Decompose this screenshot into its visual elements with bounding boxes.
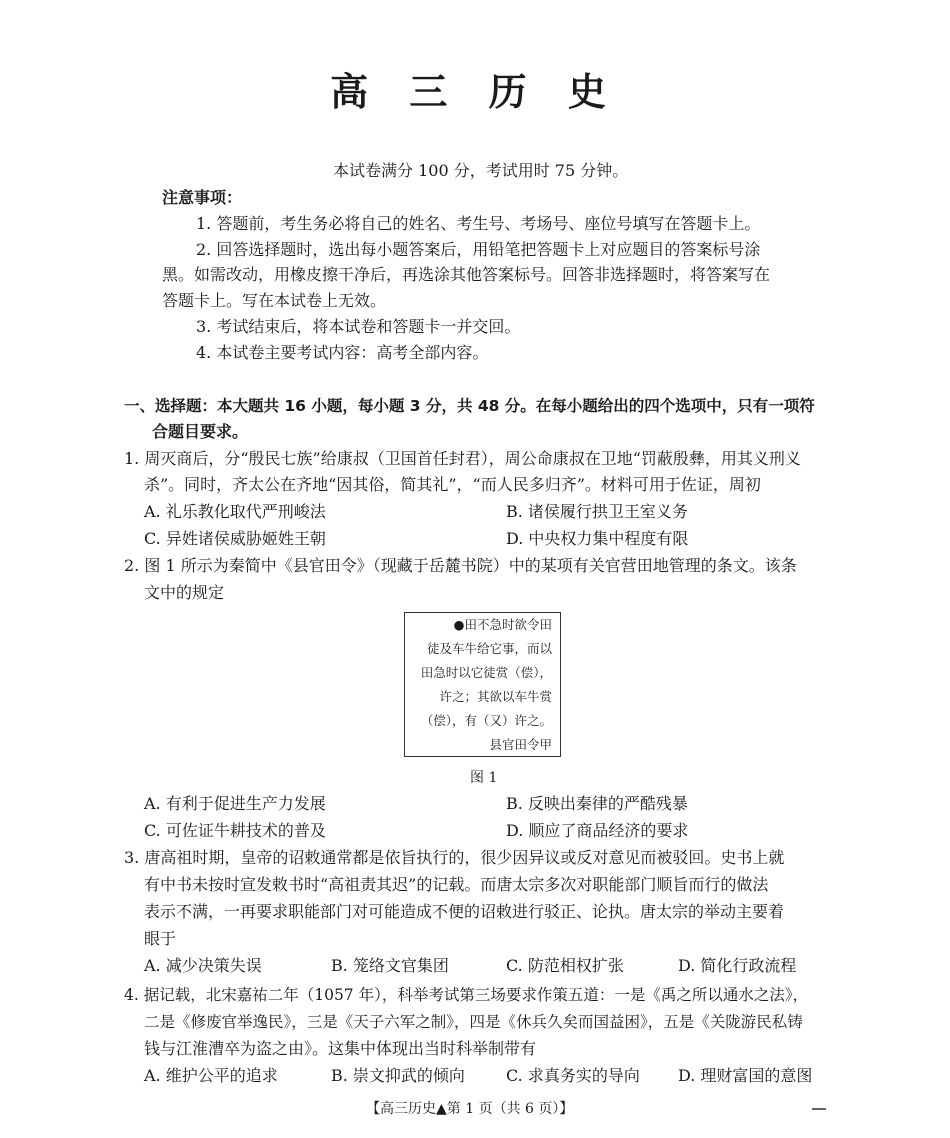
notice-line-2: 2. 回答选择题时，选出每小题答案后，用铅笔把答题卡上对应题目的答案标号涂 xyxy=(196,240,761,259)
q4-stem-line-1: 4. 据记载，北宋嘉祐二年（1057 年），科举考试第三场要求作策五道：一是《禹之所以通水之法》， xyxy=(124,986,809,1004)
q3-stem-line-1: 3. 唐高祖时期，皇帝的诏敕通常都是依旨执行的，很少因异议或反对意见而被驳回。史书上就 xyxy=(124,848,785,867)
notice-heading: 注意事项： xyxy=(162,188,243,207)
q3-stem-line-4: 眼于 xyxy=(144,929,177,948)
figure-1-line-5: （偿），有（又）许之。 xyxy=(420,713,552,728)
q2-option-a: A. 有利于促进生产力发展 xyxy=(144,794,326,813)
q3-option-a: A. 减少决策失误 xyxy=(144,956,262,975)
q3-option-d: D. 简化行政流程 xyxy=(678,956,797,975)
figure-1-line-4: 许之；其欲以车牛赏 xyxy=(439,689,552,704)
q3-stem-line-3: 表示不满，一再要求职能部门对可能造成不便的诏敕进行驳正、论执。唐太宗的举动主要着 xyxy=(144,902,785,921)
q4-stem-line-3: 钱与江淮漕卒为盗之由》。这集中体现出当时科举制带有 xyxy=(144,1039,537,1058)
notice-line-3: 黑。如需改动，用橡皮擦干净后，再选涂其他答案标号。回答非选择题时，将答案写在 xyxy=(162,265,771,284)
q1-option-c: C. 异姓诸侯威胁姬姓王朝 xyxy=(144,529,326,548)
q1-stem-line-2: 杀”。同时，齐太公在齐地“因其俗，简其礼”，“而人民多归齐”。材料可用于佐证，周初 xyxy=(144,475,761,494)
page-footer: 【高三历史▲第 1 页（共 6 页）】 xyxy=(366,1101,574,1117)
notice-line-4: 答题卡上。写在本试卷上无效。 xyxy=(162,291,387,310)
notice-line-1: 1. 答题前，考生务必将自己的姓名、考生号、考场号、座位号填写在答题卡上。 xyxy=(196,214,761,233)
q1-option-b: B. 诸侯履行拱卫王室义务 xyxy=(506,502,688,521)
q2-option-b: B. 反映出秦律的严酷残暴 xyxy=(506,794,688,813)
figure-1-line-2: 徒及车牛给它事，而以 xyxy=(426,641,552,656)
figure-1-line-6: 县官田令甲 xyxy=(489,737,552,752)
q4-stem-line-2: 二是《修废官举逸民》，三是《天子六军之制》，四是《休兵久矣而国益困》，五是《关陇游民私铸 xyxy=(144,1013,803,1031)
figure-1-line-1: ●田不急时欲令田 xyxy=(453,617,552,632)
notice-line-6: 4. 本试卷主要考试内容：高考全部内容。 xyxy=(196,343,489,362)
q2-option-c: C. 可佐证牛耕技术的普及 xyxy=(144,821,326,840)
q1-option-d: D. 中央权力集中程度有限 xyxy=(506,529,689,548)
page-title: 高 三 历 史 xyxy=(330,70,620,114)
q2-option-d: D. 顺应了商品经济的要求 xyxy=(506,821,689,840)
figure-1-line-3: 田急时以它徒赏（偿）， xyxy=(420,665,552,680)
exam-intro: 本试卷满分 100 分，考试用时 75 分钟。 xyxy=(333,161,629,180)
q2-stem-line-2: 文中的规定 xyxy=(144,583,225,602)
q3-stem-line-2: 有中书未按时宣发敕书时“高祖责其迟”的记载。而唐太宗多次对职能部门顺旨而行的做法 xyxy=(144,875,769,894)
figure-1-caption: 图 1 xyxy=(470,770,498,786)
q3-option-c: C. 防范相权扩张 xyxy=(506,956,624,975)
q1-option-a: A. 礼乐教化取代严刑峻法 xyxy=(144,502,326,521)
q4-option-a: A. 维护公平的追求 xyxy=(144,1066,278,1085)
notice-line-5: 3. 考试结束后，将本试卷和答题卡一并交回。 xyxy=(196,317,521,336)
q1-stem-line-1: 1. 周灭商后，分“殷民七族”给康叔（卫国首任封君），周公命康叔在卫地“罚蔽殷彝，用其义刑义 xyxy=(124,449,801,468)
q4-option-c: C. 求真务实的导向 xyxy=(506,1066,640,1085)
q4-option-b: B. 崇文抑武的倾向 xyxy=(331,1066,465,1085)
corner-mark xyxy=(812,1108,826,1110)
section-heading-line-1: 一、选择题：本大题共 16 小题，每小题 3 分，共 48 分。在每小题给出的四个选项中，只有一项符 xyxy=(124,397,815,415)
section-heading-line-2: 合题目要求。 xyxy=(152,422,249,441)
q2-stem-line-1: 2. 图 1 所示为秦简中《县官田令》（现藏于岳麓书院）中的某项有关官营田地管理的条文。该条 xyxy=(124,556,797,575)
q4-option-d: D. 理财富国的意图 xyxy=(678,1066,813,1085)
q3-option-b: B. 笼络文官集团 xyxy=(331,956,449,975)
figure-1-slip xyxy=(404,612,561,757)
